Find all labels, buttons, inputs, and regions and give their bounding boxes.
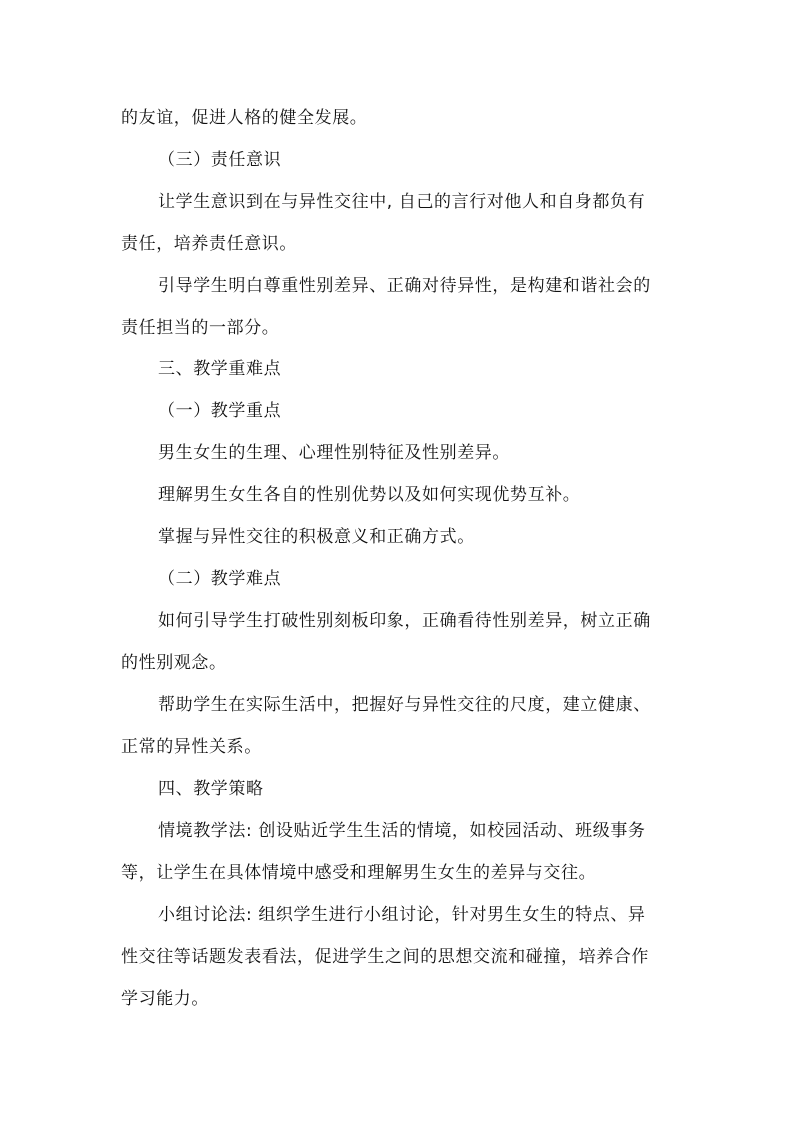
paragraph-line: 性交往等话题发表看法，促进学生之间的思想交流和碰撞，培养合作 xyxy=(121,947,649,967)
paragraph-line: 责任，培养责任意识。 xyxy=(121,234,297,254)
subsection-heading-difficulty: （二）教学难点 xyxy=(158,569,282,589)
paragraph-line: 帮助学生在实际生活中，把握好与异性交往的尺度，建立健康、 xyxy=(158,695,651,715)
paragraph-line: 的性别观念。 xyxy=(121,653,227,673)
paragraph-line: 让学生意识到在与异性交往中, 自己的言行对他人和自身都负有 xyxy=(158,192,646,212)
section-heading-strategy: 四、教学策略 xyxy=(158,779,264,799)
paragraph-line: 理解男生女生各自的性别优势以及如何实现优势互补。 xyxy=(158,485,581,505)
paragraph-line: 小组讨论法: 组织学生进行小组讨论，针对男生女生的特点、异 xyxy=(158,905,646,925)
section-heading-key-points: 三、教学重难点 xyxy=(158,359,282,379)
subsection-heading-responsibility: （三）责任意识 xyxy=(158,150,282,170)
paragraph-line: 等，让学生在具体情境中感受和理解男生女生的差异与交往。 xyxy=(121,863,597,883)
paragraph-line: 引导学生明白尊重性别差异、正确对待异性，是构建和谐社会的 xyxy=(158,276,651,296)
paragraph-line: 掌握与异性交往的积极意义和正确方式。 xyxy=(158,527,475,547)
paragraph-line: 学习能力。 xyxy=(121,989,209,1009)
paragraph-line: 的友谊，促进人格的健全发展。 xyxy=(121,108,368,128)
paragraph-line: 正常的异性关系。 xyxy=(121,737,262,757)
paragraph-line: 情境教学法: 创设贴近学生生活的情境，如校园活动、班级事务 xyxy=(158,821,646,841)
subsection-heading-focus: （一）教学重点 xyxy=(158,401,282,421)
paragraph-line: 如何引导学生打破性别刻板印象，正确看待性别差异，树立正确 xyxy=(158,611,651,631)
paragraph-line: 责任担当的一部分。 xyxy=(121,318,280,338)
paragraph-line: 男生女生的生理、心理性别特征及性别差异。 xyxy=(158,443,510,463)
